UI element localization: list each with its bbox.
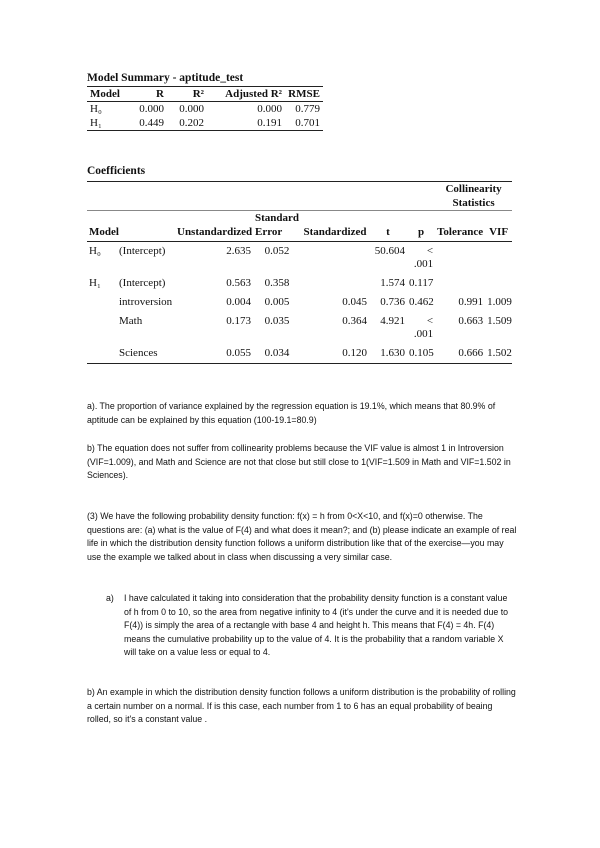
cell-vif: 1.009 xyxy=(487,296,512,308)
cell-r2: 0.202 xyxy=(179,117,204,129)
coefficients xyxy=(87,165,512,364)
cell-p: 0.105 xyxy=(409,347,434,359)
cell-model xyxy=(87,312,117,344)
cell-vif: 1.509 xyxy=(487,315,512,327)
q3-answer-a-label: a) xyxy=(106,593,114,603)
cell-term: Math xyxy=(119,315,143,327)
cell-term: Sciences xyxy=(119,347,158,359)
q3-answer-a xyxy=(106,592,516,660)
header-vif: VIF xyxy=(485,211,512,242)
group-header-spacer xyxy=(87,182,435,211)
cell-tolerance: 0.666 xyxy=(458,347,484,359)
table-row xyxy=(87,102,323,117)
cell-standard-error: 0.358 xyxy=(264,277,290,289)
cell-standard-error: 0.035 xyxy=(264,315,290,327)
cell-rmse: 0.701 xyxy=(295,117,320,129)
cell-vif xyxy=(485,242,512,275)
coefficients-table xyxy=(87,181,512,364)
cell-tolerance xyxy=(435,274,485,293)
cell-p: < .001 xyxy=(413,245,434,270)
cell-model: H₀ xyxy=(90,103,102,115)
model-summary xyxy=(87,72,323,131)
table-row xyxy=(87,312,512,344)
cell-standardized: 0.364 xyxy=(342,315,367,327)
cell-r: 0.000 xyxy=(139,103,164,115)
cell-p: < .001 xyxy=(413,315,434,340)
cell-model xyxy=(87,344,117,364)
cell-standard-error: 0.034 xyxy=(264,347,290,359)
header-term xyxy=(117,211,175,242)
cell-model: H₁ xyxy=(90,117,102,129)
cell-tolerance xyxy=(435,242,485,275)
cell-unstandardized: 0.055 xyxy=(226,347,251,359)
cell-standard-error: 0.005 xyxy=(264,296,290,308)
cell-t: 50.604 xyxy=(374,245,405,257)
header-standardized: Standardized xyxy=(301,211,369,242)
cell-rmse: 0.779 xyxy=(295,103,320,115)
cell-r: 0.449 xyxy=(139,117,164,129)
q3-answer-b-paragraph: b) An example in which the distribution density function follows a uniform distribution is the probability of rolling a certain number on a normal. If is this case, each number from 1 to 6 has an equal probability of beaing rolled, so it's a constant value . xyxy=(87,687,516,724)
cell-model xyxy=(87,293,117,312)
question-3-paragraph: (3) We have the following probability density function: f(x) = h from 0<X<10, and f(x)=0 otherwise. The questions are: (a) what is the value of F(4) and what does it mean?; and (b) please indicate an example of real life in which the distribution density function follows a uniform distribution like that of the exercise—you may use the example we talked about in class when discussing a very similar case. xyxy=(87,511,517,562)
cell-t: 1.574 xyxy=(380,277,405,289)
cell-model: H₁ xyxy=(89,277,101,289)
header-adjusted-r2: Adjusted R² xyxy=(207,87,285,102)
cell-r2: 0.000 xyxy=(179,103,204,115)
answer-b-paragraph: b) The equation does not suffer from collinearity problems because the VIF value is almost 1 in Introversion (VIF=1.009), and Math and Science are not that close but still close to 1(VIF=1.509 in Math and VIF=1.502 in Sciences). xyxy=(87,443,511,480)
model-summary-header-row xyxy=(87,87,323,102)
cell-p: 0.117 xyxy=(409,277,434,289)
cell-t: 0.736 xyxy=(380,296,405,308)
cell-unstandardized: 0.173 xyxy=(226,315,251,327)
model-summary-table xyxy=(87,86,323,131)
cell-standard-error: 0.052 xyxy=(264,245,290,257)
cell-unstandardized: 2.635 xyxy=(226,245,251,257)
cell-unstandardized: 0.563 xyxy=(226,277,251,289)
cell-tolerance: 0.663 xyxy=(458,315,484,327)
header-tolerance: Tolerance xyxy=(435,211,485,242)
cell-model: H₀ xyxy=(89,245,101,257)
coefficients-group-header-row xyxy=(87,182,512,211)
cell-term: (Intercept) xyxy=(119,277,166,289)
header-collinearity: Collinearity Statistics xyxy=(435,182,512,211)
header-model: Model xyxy=(87,87,123,102)
header-r2: R² xyxy=(167,87,207,102)
table-row xyxy=(87,116,323,131)
table-row xyxy=(87,274,512,293)
header-r: R xyxy=(123,87,167,102)
cell-standardized: 0.045 xyxy=(342,296,367,308)
header-t: t xyxy=(369,211,407,242)
cell-adjusted-r2: 0.191 xyxy=(257,117,282,129)
cell-standardized xyxy=(301,242,369,275)
cell-standardized: 0.120 xyxy=(342,347,367,359)
table-row xyxy=(87,293,512,312)
header-unstandardized: Unstandardized xyxy=(175,211,253,242)
cell-t: 1.630 xyxy=(380,347,405,359)
cell-p: 0.462 xyxy=(409,296,434,308)
header-p: p xyxy=(407,211,435,242)
cell-adjusted-r2: 0.000 xyxy=(257,103,282,115)
cell-vif: 1.502 xyxy=(487,347,512,359)
header-rmse: RMSE xyxy=(285,87,323,102)
cell-tolerance: 0.991 xyxy=(458,296,484,308)
cell-vif xyxy=(485,274,512,293)
table-row xyxy=(87,344,512,364)
coefficients-header-row xyxy=(87,211,512,242)
cell-unstandardized: 0.004 xyxy=(226,296,251,308)
cell-t: 4.921 xyxy=(380,315,405,327)
cell-standardized xyxy=(301,274,369,293)
cell-term: introversion xyxy=(119,296,173,308)
model-summary-title: Model Summary - aptitude_test xyxy=(87,72,244,84)
answer-a-paragraph: a). The proportion of variance explained by the regression equation is 19.1%, which means that 80.9% of aptitude can be explained by this equation (100-19.1=80.9) xyxy=(87,401,496,425)
header-model: Model xyxy=(87,211,117,242)
coefficients-title: Coefficients xyxy=(87,165,146,177)
q3-answer-a-text: I have calculated it taking into consideration that the probability density function is a constant value of h from 0 to 10, so the area from negative infinity to 4 (it's under the curve and it is needed due to F(4)) is simply the area of a rectangle with base 4 and height h. This means that F(4) = 4h. F(4) means the cumulative probability up to the value of 4. It is the probability that a random variable X will take on a value less or equal to 4. xyxy=(124,593,509,657)
header-standard-error: Standard Error xyxy=(253,211,301,242)
cell-term: (Intercept) xyxy=(119,245,166,257)
table-row xyxy=(87,242,512,275)
